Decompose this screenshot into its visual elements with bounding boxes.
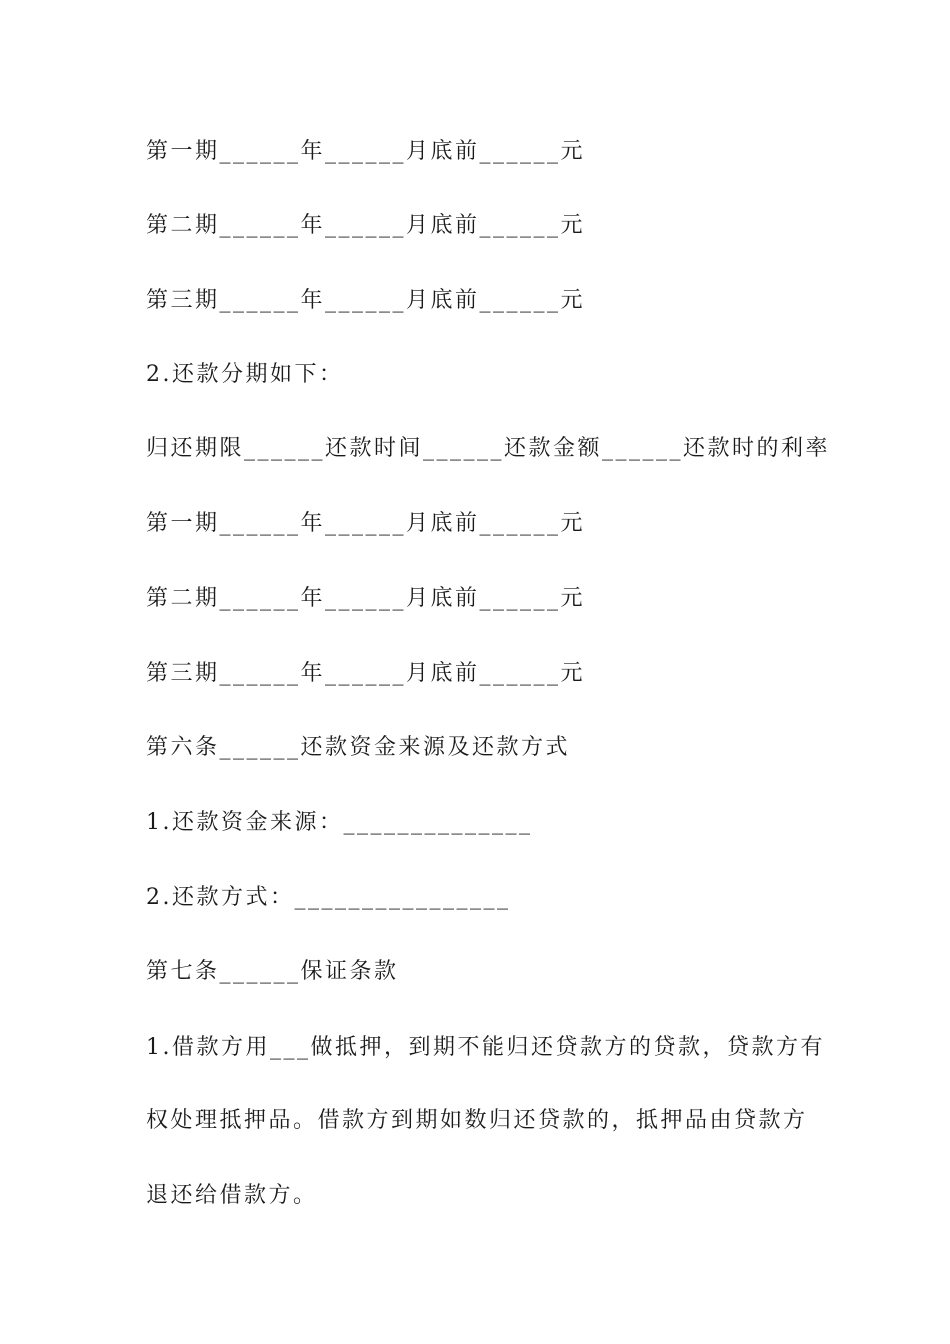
paragraph-line: 1.还款资金来源：______________: [146, 810, 533, 835]
paragraph-line: 2.还款方式：________________: [146, 885, 511, 910]
paragraph-line: 第三期______年______月底前______元: [146, 288, 586, 313]
paragraph-line: 第一期______年______月底前______元: [146, 511, 586, 536]
paragraph-line: 第一期______年______月底前______元: [146, 139, 586, 164]
paragraph-line: 归还期限______还款时间______还款金额______还款时的利率: [146, 436, 831, 461]
paragraph-line: 第三期______年______月底前______元: [146, 661, 586, 686]
section-heading: 2.还款分期如下：: [146, 362, 344, 387]
paragraph-line: 权处理抵押品。借款方到期如数归还贷款的，抵押品由贷款方: [146, 1108, 808, 1133]
paragraph-line: 退还给借款方。: [146, 1183, 318, 1208]
paragraph-line: 第二期______年______月底前______元: [146, 213, 586, 238]
article-heading: 第六条______还款资金来源及还款方式: [146, 735, 571, 760]
paragraph-line: 1.借款方用___做抵押，到期不能归还贷款方的贷款，贷款方有: [146, 1035, 825, 1060]
article-heading: 第七条______保证条款: [146, 959, 399, 984]
paragraph-line: 第二期______年______月底前______元: [146, 586, 586, 611]
